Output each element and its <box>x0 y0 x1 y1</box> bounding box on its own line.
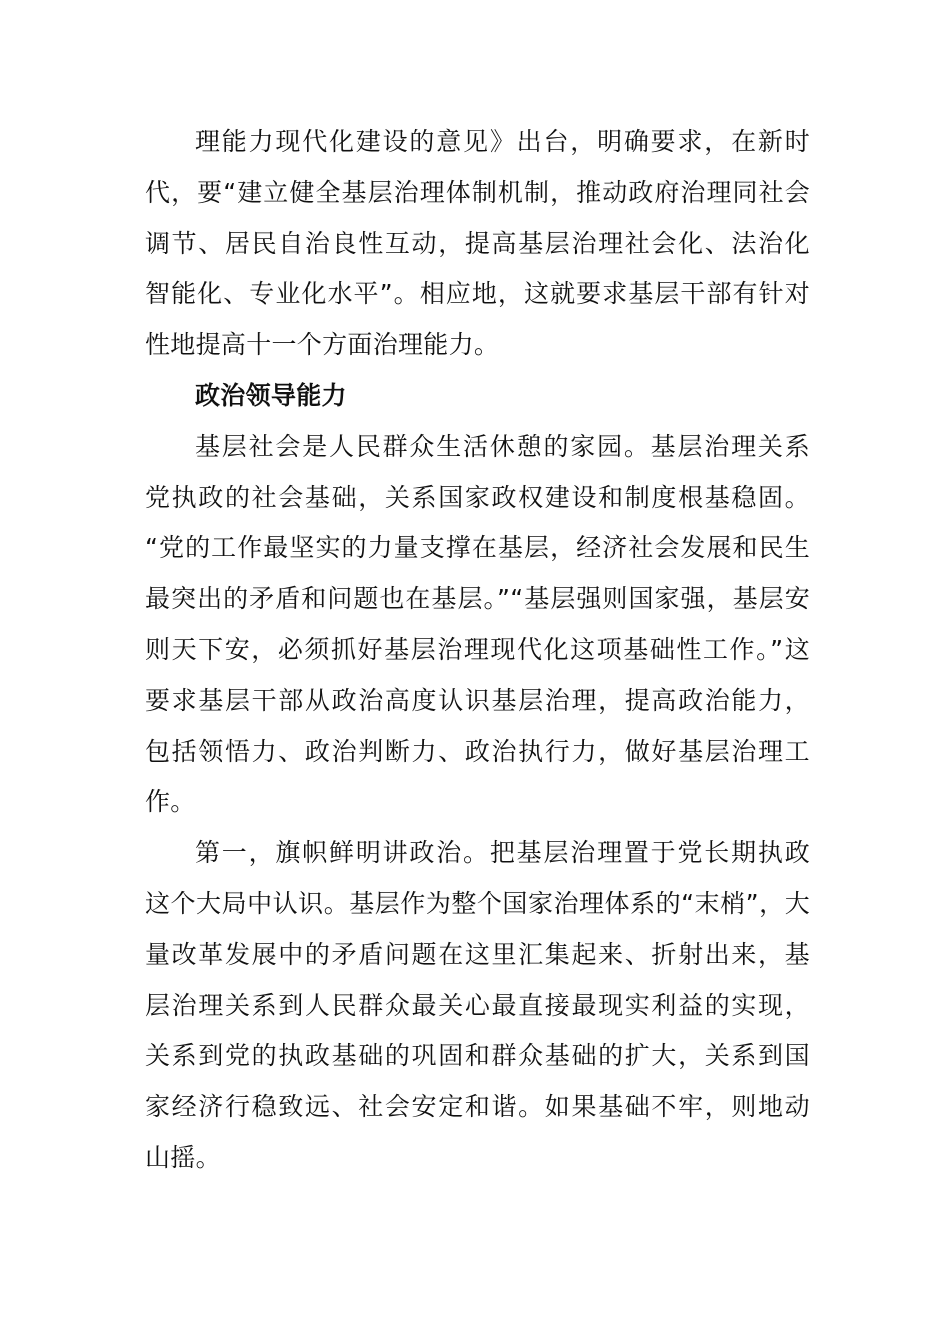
paragraph-line: 这个大局中认识。基层作为整个国家治理体系的“末梢”，大 <box>145 888 810 918</box>
paragraph-line: 包括领悟力、政治判断力、政治执行力，做好基层治理工 <box>145 736 810 766</box>
paragraph-line: 作。 <box>145 787 196 817</box>
paragraph-line: 调节、居民自治良性互动，提高基层治理社会化、法治化 <box>145 228 810 258</box>
paragraph-line: 理能力现代化建设的意见》出台，明确要求，在新时 <box>195 127 810 156</box>
paragraph-line: 性地提高十一个方面治理能力。 <box>145 330 500 360</box>
paragraph-line: 关系到党的执政基础的巩固和群众基础的扩大，关系到国 <box>145 1041 810 1071</box>
paragraph-line: “党的工作最坚实的力量支撑在基层，经济社会发展和民生 <box>145 533 810 563</box>
paragraph-line: 党执政的社会基础，关系国家政权建设和制度根基稳固。 <box>145 482 810 512</box>
paragraph-line: 量改革发展中的矛盾问题在这里汇集起来、折射出来，基 <box>145 939 810 969</box>
paragraph-line: 最突出的矛盾和问题也在基层。”“基层强则国家强，基层安 <box>145 584 810 614</box>
paragraph-line: 要求基层干部从政治高度认识基层治理，提高政治能力， <box>145 685 810 715</box>
paragraph-line: 基层社会是人民群众生活休憩的家园。基层治理关系 <box>195 431 810 461</box>
body-text <box>145 117 810 1184</box>
paragraph-line: 则天下安，必须抓好基层治理现代化这项基础性工作。”这 <box>145 634 810 664</box>
paragraph-line: 代，要“建立健全基层治理体制机制，推动政府治理同社会 <box>145 177 810 207</box>
paragraph-line: 家经济行稳致远、社会安定和谐。如果基础不牢，则地动 <box>145 1092 810 1122</box>
paragraph-line: 山摇。 <box>145 1142 221 1172</box>
paragraph-line: 智能化、专业化水平”。相应地，这就要求基层干部有针对 <box>145 279 810 309</box>
section-heading: 政治领导能力 <box>195 380 347 410</box>
paragraph-line: 层治理关系到人民群众最关心最直接最现实利益的实现， <box>145 990 810 1020</box>
paragraph-line: 第一，旗帜鲜明讲政治。把基层治理置于党长期执政 <box>195 838 810 868</box>
